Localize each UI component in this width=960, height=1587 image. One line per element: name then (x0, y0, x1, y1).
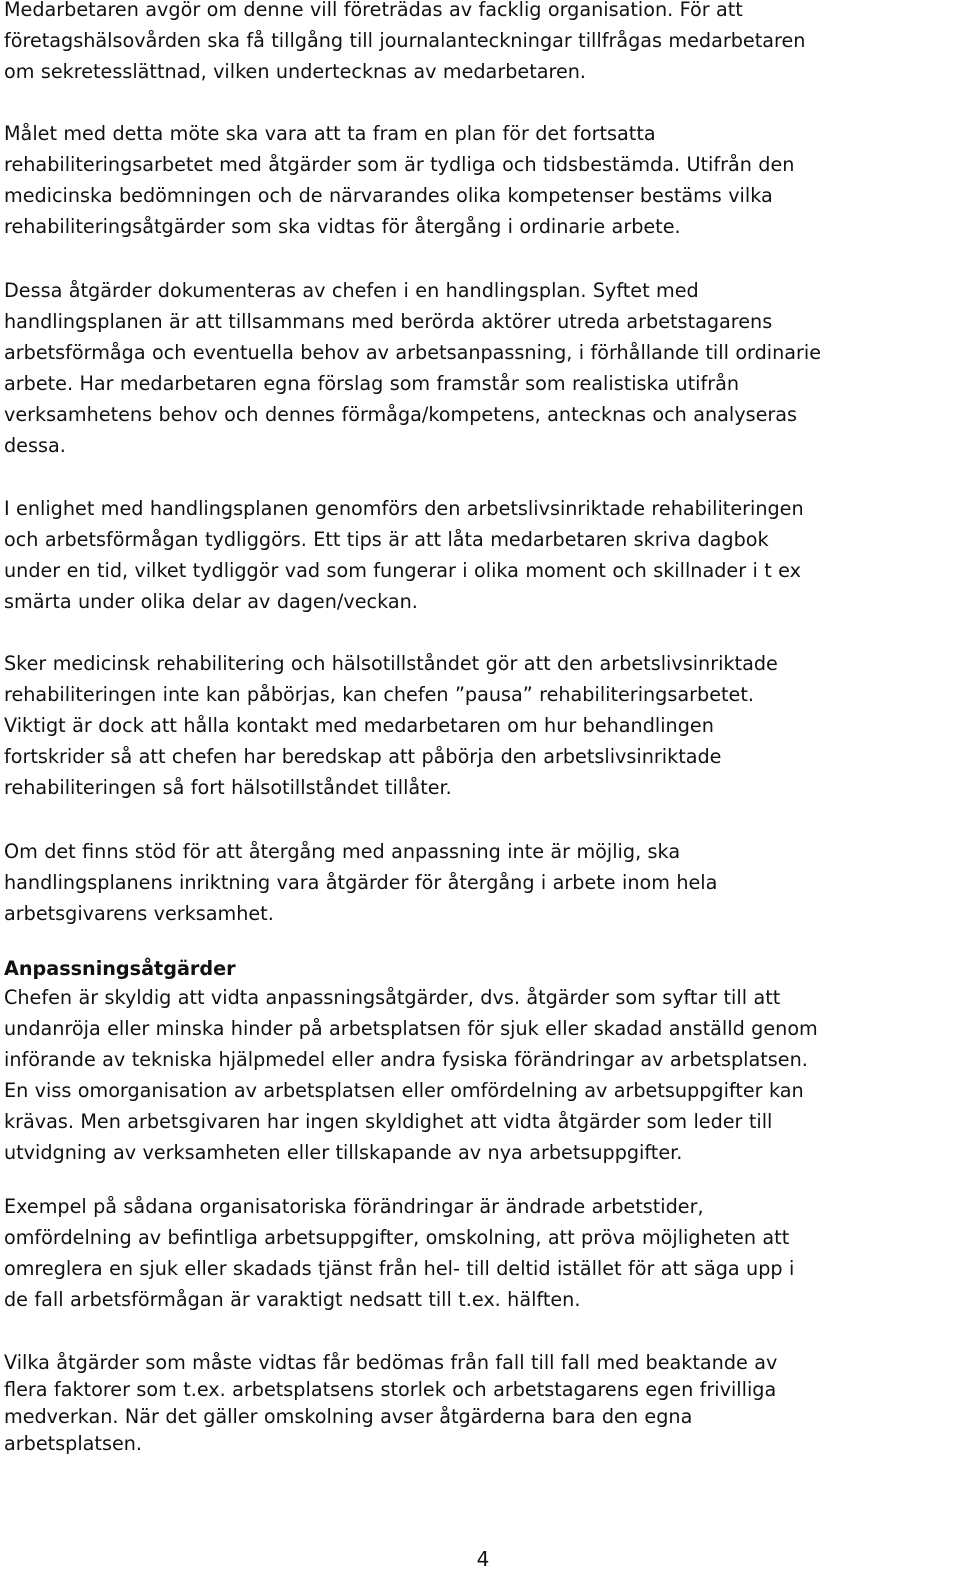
text-line: arbetsplatsen. (4, 1432, 143, 1455)
text-line: dessa. (4, 434, 66, 457)
text-line: handlingsplanens inriktning vara åtgärder för återgång i arbete inom hela (4, 871, 718, 894)
text-line: företagshälsovården ska få tillgång till journalanteckningar tillfrågas medarbetaren (4, 29, 806, 52)
text-line: En viss omorganisation av arbetsplatsen eller omfördelning av arbetsuppgifter kan (4, 1079, 804, 1102)
text-line: arbetsförmåga och eventuella behov av arbetsanpassning, i förhållande till ordinarie (4, 341, 822, 364)
text-line: Chefen är skyldig att vidta anpassningsåtgärder, dvs. åtgärder som syftar till att (4, 986, 781, 1009)
text-line: rehabiliteringsarbetet med åtgärder som är tydliga och tidsbestämda. Utifrån den (4, 153, 795, 176)
text-line: Vilka åtgärder som måste vidtas får bedömas från fall till fall med beaktande av (4, 1351, 778, 1374)
paragraph-vilka-atgarder (4, 1349, 952, 1457)
text-line: flera faktorer som t.ex. arbetsplatsens storlek och arbetstagarens egen frivilliga (4, 1378, 777, 1401)
paragraph-chefen-skyldig (4, 982, 952, 1168)
text-line: Viktigt är dock att hålla kontakt med medarbetaren om hur behandlingen (4, 714, 714, 737)
text-line: Målet med detta möte ska vara att ta fram en plan för det fortsatta (4, 122, 656, 145)
text-line: Exempel på sådana organisatoriska förändringar är ändrade arbetstider, (4, 1195, 704, 1218)
text-line: medverkan. När det gäller omskolning avser åtgärderna bara den egna (4, 1405, 693, 1428)
text-line: rehabiliteringsåtgärder som ska vidtas för återgång i ordinarie arbete. (4, 215, 681, 238)
paragraph-exempel (4, 1191, 952, 1315)
paragraph-pausa (4, 648, 952, 803)
text-line: Dessa åtgärder dokumenteras av chefen i en handlingsplan. Syftet med (4, 279, 699, 302)
paragraph-handlingsplan (4, 275, 952, 461)
paragraph-dagbok (4, 493, 952, 617)
text-line: rehabiliteringen så fort hälsotillståndet tillåter. (4, 776, 452, 799)
text-line: Medarbetaren avgör om denne vill företrädas av facklig organisation. För att (4, 0, 743, 21)
text-line: Om det finns stöd för att återgång med anpassning inte är möjlig, ska (4, 840, 681, 863)
text-line: verksamhetens behov och dennes förmåga/kompetens, antecknas och analyseras (4, 403, 798, 426)
text-line: utvidgning av verksamheten eller tillskapande av nya arbetsuppgifter. (4, 1141, 683, 1164)
text-line: rehabiliteringen inte kan påbörjas, kan chefen ”pausa” rehabiliteringsarbetet. (4, 683, 754, 706)
text-line: medicinska bedömningen och de närvarandes olika kompetenser bestäms vilka (4, 184, 773, 207)
text-line: fortskrider så att chefen har beredskap att påbörja den arbetslivsinriktade (4, 745, 722, 768)
text-line: om sekretesslättnad, vilken undertecknas av medarbetaren. (4, 60, 587, 83)
section-heading: Anpassningsåtgärder (4, 957, 236, 980)
text-line: Sker medicinsk rehabilitering och hälsotillståndet gör att den arbetslivsinriktade (4, 652, 778, 675)
text-line: smärta under olika delar av dagen/veckan. (4, 590, 418, 613)
text-line: under en tid, vilket tydliggör vad som fungerar i olika moment och skillnader i t ex (4, 559, 801, 582)
text-line: omfördelning av befintliga arbetsuppgifter, omskolning, att pröva möjligheten att (4, 1226, 790, 1249)
text-line: och arbetsförmågan tydliggörs. Ett tips är att låta medarbetaren skriva dagbok (4, 528, 769, 551)
paragraph-atergang (4, 836, 952, 929)
text-line: de fall arbetsförmågan är varaktigt nedsatt till t.ex. hälften. (4, 1288, 581, 1311)
text-line: I enlighet med handlingsplanen genomförs den arbetslivsinriktade rehabiliteringen (4, 497, 804, 520)
paragraph-malet (4, 118, 952, 242)
text-line: undanröja eller minska hinder på arbetsplatsen för sjuk eller skadad anställd genom (4, 1017, 818, 1040)
text-line: införande av tekniska hjälpmedel eller andra fysiska förändringar av arbetsplatsen. (4, 1048, 808, 1071)
page-number: 4 (476, 1547, 490, 1571)
text-line: handlingsplanen är att tillsammans med berörda aktörer utreda arbetstagarens (4, 310, 773, 333)
text-line: krävas. Men arbetsgivaren har ingen skyldighet att vidta åtgärder som leder till (4, 1110, 773, 1133)
paragraph-facklig (4, 0, 952, 87)
text-line: omreglera en sjuk eller skadads tjänst från hel- till deltid istället för att säga upp i (4, 1257, 795, 1280)
text-line: arbetsgivarens verksamhet. (4, 902, 274, 925)
text-line: arbete. Har medarbetaren egna förslag som framstår som realistiska utifrån (4, 372, 740, 395)
